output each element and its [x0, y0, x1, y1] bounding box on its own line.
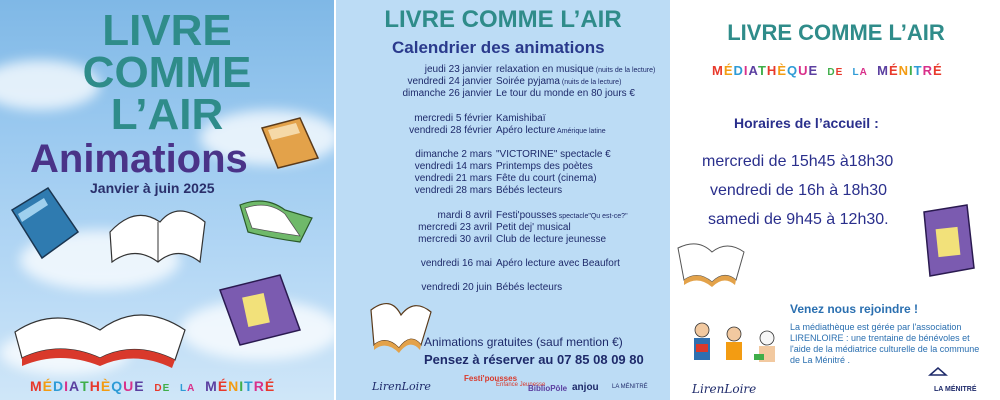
event-date: vendredi 24 janvier: [407, 76, 492, 87]
event-date: vendredi 28 février: [409, 125, 492, 136]
footer-letter: N: [228, 378, 240, 394]
event-desc: [496, 149, 611, 160]
event-title: Club de lecture jeunesse: [496, 234, 607, 245]
footer-letter: E: [162, 383, 171, 394]
footer-letter: É: [217, 378, 229, 394]
event-note: spectacle"Qu est-ce?": [556, 213, 628, 220]
footer-letter: L: [180, 383, 188, 394]
med-letter: A: [748, 63, 758, 78]
med-letter: I: [909, 63, 914, 78]
event-desc: [496, 222, 571, 233]
event-title: Bébés lecteurs: [496, 185, 563, 196]
med-letter: É: [723, 63, 734, 78]
footer-letter: É: [42, 378, 54, 394]
med-letter: I: [743, 63, 749, 78]
event-title: Apéro lecture avec Beaufort: [496, 258, 620, 269]
event-title: Bébés lecteurs: [496, 282, 563, 293]
med-letter: M: [877, 63, 889, 78]
med-letter: D: [733, 63, 744, 78]
event-desc: [496, 113, 545, 124]
menitre-logo: LA MÉNITRÉ: [934, 386, 977, 393]
footer-letter: D: [53, 378, 65, 394]
free-animations-note: Animations gratuites (sauf mention €): [424, 335, 623, 349]
flying-books-illustration: [0, 0, 334, 400]
event-date: vendredi 28 mars: [414, 185, 492, 196]
footer-letter: I: [239, 378, 245, 394]
poster-title-line-2: COMME: [82, 48, 252, 97]
med-letter: R: [922, 63, 933, 78]
open-book-icon: [240, 201, 312, 242]
open-book-icon: [678, 244, 744, 287]
children-reading-illustration: [694, 323, 775, 362]
event-date: mercredi 30 avril: [418, 234, 492, 245]
hours-wednesday: mercredi de 15h45 à18h30: [702, 153, 894, 170]
event-title: "VICTORINE" spectacle €: [496, 149, 611, 160]
footer-letter: T: [244, 378, 254, 394]
partner-logos: [336, 374, 670, 398]
event-date: dimanche 26 janvier: [402, 88, 492, 99]
med-letter: È: [777, 63, 787, 78]
event-title: relaxation en musique: [496, 64, 594, 75]
event-title: Festi'pousses: [496, 210, 557, 221]
med-letter: A: [859, 67, 868, 78]
event-date: vendredi 14 mars: [414, 161, 492, 172]
calendar-subtitle: Calendrier des animations: [392, 38, 605, 57]
event-title: Apéro lecture: [496, 125, 556, 136]
join-us-heading: Venez nous rejoindre !: [790, 302, 919, 316]
hours-poster-title: LIVRE COMME L’AIR: [727, 20, 945, 45]
footer-letter: É: [264, 378, 276, 394]
menitre-logo-icon: [930, 368, 946, 375]
menitre-logo: LA MÉNITRÉ: [612, 384, 648, 390]
animations-heading: Animations: [30, 137, 248, 181]
event-date: mardi 8 avril: [437, 210, 492, 221]
footer-letter: M: [205, 378, 218, 394]
med-letter: É: [933, 63, 943, 78]
event-desc: [496, 161, 593, 172]
med-letter: T: [757, 63, 767, 78]
lirenloire-logo: LirenLoire: [692, 382, 757, 396]
hours-title: Horaires de l’accueil :: [734, 115, 879, 131]
event-desc: [496, 210, 628, 221]
med-letter: U: [798, 63, 809, 78]
event-desc: [496, 282, 562, 293]
poster-opening-hours: [672, 0, 1000, 400]
poster-title-line-3: L’AIR: [110, 90, 224, 139]
event-title: Printemps des poètes: [496, 161, 593, 172]
book-icon: [262, 118, 318, 168]
event-date: dimanche 2 mars: [415, 149, 492, 160]
footer-letter: I: [64, 378, 70, 394]
event-title: Le tour du monde en 80 jours €: [496, 88, 635, 99]
footer-letter: E: [134, 378, 145, 394]
med-letter: T: [913, 63, 923, 78]
anjou-logo: anjou: [572, 382, 599, 393]
footer-letter: U: [123, 378, 135, 394]
calendar-poster-title: LIVRE COMME L’AIR: [384, 6, 622, 33]
event-title: Soirée pyjama: [496, 76, 560, 87]
event-date: mercredi 23 avril: [418, 222, 492, 233]
book-icon: [220, 275, 300, 345]
footer-letter: D: [154, 383, 163, 394]
event-desc: [496, 76, 621, 87]
festipousses-logo: Festi'pousses: [464, 374, 518, 383]
event-desc: [496, 185, 562, 196]
event-title: Fête du court (cinema): [496, 173, 597, 184]
open-book-icon: [366, 290, 436, 360]
reservation-phone: Pensez à réserver au 07 85 08 09 80: [424, 352, 644, 367]
med-letter: D: [827, 67, 836, 78]
event-desc: [496, 125, 606, 136]
mediatheque-footer: [30, 378, 275, 394]
event-date: vendredi 21 mars: [414, 173, 492, 184]
event-date: mercredi 5 février: [414, 113, 492, 124]
event-note: (nuits de la lecture): [593, 67, 656, 74]
poster-animations: [0, 0, 334, 400]
enfance-jeunesse-logo: Enfance Jeunesse: [496, 382, 546, 388]
med-letter: Q: [786, 63, 799, 78]
footer-letter: È: [100, 378, 112, 394]
book-icon: [12, 188, 78, 258]
med-letter: H: [766, 63, 778, 78]
hours-saturday: samedi de 9h45 à 12h30.: [708, 211, 889, 228]
poster-title-line-1: LIVRE: [102, 6, 232, 55]
event-date: jeudi 23 janvier: [424, 64, 492, 75]
hours-friday: vendredi de 16h à 18h30: [710, 182, 888, 199]
event-desc: [496, 173, 597, 184]
open-book-icon: [110, 211, 205, 262]
association-info: La médiathèque est gérée par l'association LIRENLOIRE : une trentaine de bénévoles et l'aide de la médiatrice culturelle de la commune de La Ménitré .: [790, 322, 980, 365]
footer-letter: A: [187, 383, 196, 394]
med-letter: M: [712, 63, 724, 78]
event-desc: [496, 258, 620, 269]
date-range: Janvier à juin 2025: [90, 180, 215, 196]
event-date: vendredi 16 mai: [420, 258, 492, 269]
event-date: vendredi 20 juin: [421, 282, 492, 293]
book-icon: [924, 205, 974, 276]
event-note: Amérique latine: [555, 128, 606, 135]
poster-calendar: [336, 0, 670, 400]
footer-letter: R: [253, 378, 265, 394]
med-letter: E: [835, 67, 844, 78]
event-title: Petit dej' musical: [496, 222, 571, 233]
event-desc: [496, 234, 606, 245]
event-title: Kamishibaï: [496, 113, 546, 124]
event-desc: [496, 88, 635, 99]
open-book-icon: [15, 315, 185, 368]
med-letter: N: [898, 63, 910, 78]
event-desc: [496, 64, 655, 75]
bibliopole-logo: BiblioPôle: [528, 384, 568, 393]
med-letter: L: [852, 67, 860, 78]
footer-letter: A: [69, 378, 81, 394]
footer-letter: H: [89, 378, 101, 394]
med-letter: É: [888, 63, 899, 78]
med-letter: E: [808, 63, 819, 78]
footer-letter: M: [30, 378, 43, 394]
event-note: (nuits de la lecture): [559, 79, 622, 86]
footer-letter: T: [80, 378, 90, 394]
lirenloire-logo: LirenLoire: [372, 380, 431, 393]
footer-letter: Q: [111, 378, 124, 394]
